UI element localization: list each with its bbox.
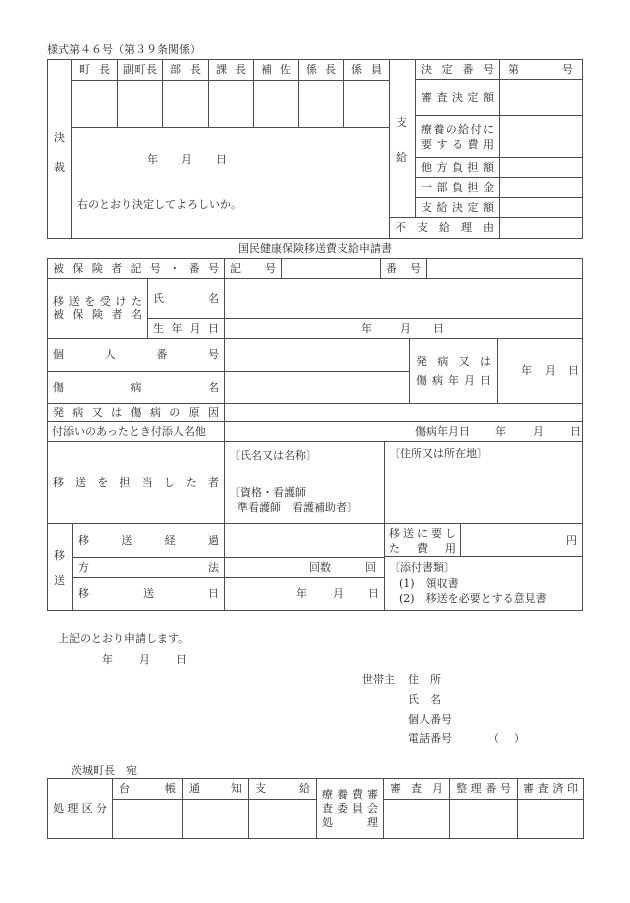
transport-section-label-cell (47, 523, 73, 611)
approval-label-cell (47, 59, 72, 239)
notice-field[interactable] (182, 799, 249, 839)
name-field[interactable] (224, 278, 583, 319)
birth-date-day: 日 (433, 322, 444, 335)
role-label: 部 長 (170, 63, 201, 76)
transporter-qualification-line1: 〔資格・看護師 (229, 486, 306, 499)
committee-label-line2: 査 委 員 会 (322, 802, 378, 815)
transport-process-label-cell (72, 523, 225, 558)
onset-date-label-line1: 発 病 又 は (416, 355, 491, 368)
non-payment-reason-field[interactable] (499, 217, 583, 239)
stamp-cell-section-chief[interactable] (208, 80, 254, 128)
attendant-field[interactable] (224, 421, 583, 442)
role-label: 補 佐 (261, 63, 291, 76)
declaration-date-year: 年 (102, 653, 113, 666)
role-header-mayor (71, 59, 118, 81)
transporter-label: 移 送 を 担 当 し た 者 (53, 475, 219, 489)
approval-confirm-text: 右のとおり決定してよろしいか。 (77, 198, 242, 211)
approval-date-year: 年 (147, 153, 158, 166)
birth-date-label: 生 年 月 日 (153, 321, 219, 335)
payment-label-top: 支 (396, 116, 407, 129)
attachments-cell (384, 556, 583, 611)
transport-cost-label-line2: た 費 用 (389, 542, 456, 555)
role-header-staff (343, 59, 390, 81)
notice-header-cell (182, 778, 249, 800)
transport-date-field[interactable] (224, 577, 385, 611)
ledger-header-cell (112, 778, 183, 800)
cause-field[interactable] (224, 403, 583, 422)
stamp-cell-deputy-mayor[interactable] (117, 80, 163, 128)
stamp-cell-director[interactable] (162, 80, 209, 128)
transporter-address-field[interactable] (384, 441, 583, 524)
other-burden-field[interactable] (499, 157, 583, 178)
form-number: 様式第４６号（第３９条関係） (47, 43, 201, 56)
transport-process-label: 移 送 経 過 (78, 533, 219, 547)
insured-symbol-number-label-cell (47, 258, 225, 279)
payment-field[interactable] (248, 799, 317, 839)
medical-cost-label-line1: 療 養 の 給 付 に (421, 123, 494, 136)
medical-cost-label-cell (415, 115, 500, 158)
householder-personal-number-label: 個人番号 (408, 713, 452, 726)
medical-cost-field[interactable] (499, 115, 583, 158)
role-label: 副 町 長 (123, 63, 157, 76)
householder-name-label: 氏 名 (408, 693, 441, 706)
stamp-cell-subsection-chief[interactable] (298, 80, 344, 128)
addressee-suffix: 宛 (126, 764, 137, 777)
notice-header: 通 知 (189, 782, 242, 795)
review-stamp-header: 審 査 済 印 (523, 782, 578, 795)
review-amount-label: 審 査 決 定 額 (421, 90, 494, 104)
processing-category-label: 処 理 区 分 (53, 801, 107, 815)
attachment-item: (2) 移送を必要とする意見書 (399, 592, 547, 605)
payment-amount-label-cell (415, 197, 500, 218)
transporter-name-field[interactable] (224, 441, 385, 524)
reference-number-header-cell (449, 778, 518, 800)
decision-number-prefix: 第 (508, 63, 519, 76)
role-header-director (162, 59, 209, 81)
transport-section-label-bottom: 送 (54, 574, 65, 587)
copay-field[interactable] (499, 177, 583, 198)
declaration-date-day: 日 (176, 653, 187, 666)
review-month-field[interactable] (383, 799, 450, 839)
decision-number-label: 決 定 番 号 (421, 62, 494, 76)
transported-person-label-cell (47, 278, 148, 339)
disease-name-field[interactable] (224, 371, 410, 404)
name-label-cell (147, 278, 225, 319)
birth-date-field[interactable] (224, 318, 583, 339)
medical-cost-label-line2: 要 す る 費 用 (421, 138, 494, 151)
injury-date-month: 月 (533, 425, 544, 438)
cause-label-cell (47, 403, 225, 422)
processing-category-label-cell (47, 778, 113, 839)
form-title: 国民健康保険移送費支給申請書 (238, 242, 392, 255)
payment-label-cell (389, 59, 416, 218)
onset-date-label-cell (409, 338, 498, 404)
payment-header-cell (248, 778, 317, 800)
method-label: 方 法 (78, 560, 219, 574)
non-payment-reason-label: 不 支 給 理 由 (395, 221, 494, 234)
copay-label-cell (415, 177, 500, 198)
birth-date-month: 月 (400, 322, 411, 335)
attendant-label: 付添いのあったとき付添人名他 (52, 425, 206, 438)
payment-amount-field[interactable] (499, 197, 583, 218)
reference-number-header: 整 理 番 号 (456, 782, 511, 795)
personal-number-label-cell (47, 338, 225, 372)
disease-name-label: 傷 病 名 (53, 380, 219, 394)
onset-date-year: 年 (521, 364, 532, 377)
birth-date-label-cell (147, 318, 225, 339)
transporter-address-hint: 〔住所又は所在地〕 (389, 447, 488, 460)
role-header-deputy-mayor (117, 59, 163, 81)
onset-date-field[interactable] (497, 338, 583, 404)
approval-decision-cell (71, 127, 390, 239)
attendant-label-cell (47, 421, 225, 442)
other-burden-label: 他 方 負 担 額 (421, 160, 494, 174)
reference-number-field[interactable] (449, 799, 518, 839)
payment-label-bottom: 給 (396, 151, 407, 164)
review-month-header-cell (383, 778, 450, 800)
onset-date-label-line2: 傷 病 年 月 日 (416, 374, 491, 387)
committee-label-line1: 療 養 費 審 (322, 788, 378, 801)
review-stamp-field[interactable] (517, 799, 584, 839)
approval-date-month: 月 (181, 153, 192, 166)
decision-number-suffix: 号 (562, 63, 573, 76)
count-label: 回数 (309, 561, 331, 574)
transport-date-day: 日 (368, 587, 379, 600)
decision-number-field[interactable] (499, 59, 583, 80)
insured-symbol-number-label: 被 保 険 者 記 号 ・ 番 号 (53, 261, 219, 275)
transport-date-label: 移 送 日 (78, 587, 219, 600)
personal-number-label: 個 人 番 号 (53, 348, 219, 361)
attachments-label: 〔添付書類〕 (389, 561, 455, 574)
approval-date-day: 日 (216, 153, 227, 166)
payment-header: 支 給 (255, 782, 310, 795)
transported-person-label-line2: 被 保 険 者 名 (53, 308, 142, 321)
role-header-assistant (253, 59, 299, 81)
transport-cost-field[interactable] (460, 523, 583, 557)
phone-paren-open: （ (488, 732, 499, 745)
addressee-name: 茨城町長 (71, 764, 115, 777)
disease-name-label-cell (47, 371, 225, 404)
householder-address-label: 住 所 (408, 673, 441, 686)
transported-person-label-line1: 移 送 を 受 け た (53, 295, 142, 308)
name-label: 氏 名 (153, 291, 219, 305)
declaration-text: 上記のとおり申請します。 (58, 632, 190, 645)
injury-date-year: 年 (495, 425, 506, 438)
transport-date-label-cell (72, 577, 225, 611)
symbol-label-cell (224, 258, 282, 279)
role-label: 町 長 (79, 63, 110, 76)
transport-process-field[interactable] (224, 523, 385, 558)
committee-label-line3: 処 理 (322, 816, 378, 829)
ledger-header: 台 帳 (119, 782, 176, 795)
review-stamp-header-cell (517, 778, 584, 800)
injury-date-label: 傷病年月日 (415, 425, 470, 438)
other-burden-label-cell (415, 157, 500, 178)
transport-cost-label-cell (384, 523, 461, 557)
number-field[interactable] (426, 258, 583, 279)
cause-label: 発 病 又 は 傷 病 の 原 因 (53, 405, 219, 419)
review-amount-label-cell (415, 79, 500, 116)
approval-label-top: 決 (54, 131, 65, 144)
role-header-subsection-chief (298, 59, 344, 81)
symbol-field[interactable] (281, 258, 381, 279)
attachment-item: (1) 領収書 (399, 577, 459, 590)
transporter-qualification-line2: 準看護師 看護補助者〕 (237, 501, 358, 514)
method-field[interactable] (224, 557, 385, 578)
transporter-name-hint: 〔氏名又は名称〕 (229, 449, 317, 462)
symbol-label: 記 号 (230, 261, 276, 275)
transport-section-label-top: 移 (54, 549, 65, 562)
injury-date-day: 日 (570, 425, 581, 438)
role-label: 課 長 (216, 63, 246, 76)
phone-paren-close: ） (514, 732, 525, 745)
transport-cost-label-line1: 移 送 に 要 し (389, 527, 456, 540)
approval-label-bottom: 裁 (54, 161, 65, 174)
method-label-cell (72, 557, 225, 578)
personal-number-field[interactable] (224, 338, 410, 372)
birth-date-year: 年 (361, 322, 372, 335)
stamp-cell-staff[interactable] (343, 80, 390, 128)
ledger-field[interactable] (112, 799, 183, 839)
yen-unit: 円 (566, 534, 577, 547)
count-unit: 回 (365, 561, 376, 574)
role-header-section-chief (208, 59, 254, 81)
review-month-header: 審 査 月 (390, 782, 443, 795)
householder-phone-label: 電話番号 (408, 732, 452, 745)
declaration-date-month: 月 (139, 653, 150, 666)
number-label-cell (380, 258, 427, 279)
transporter-label-cell (47, 441, 225, 524)
transport-date-month: 月 (333, 587, 344, 600)
copay-label: 一 部 負 担 金 (421, 180, 494, 194)
onset-date-day: 日 (568, 364, 579, 377)
onset-date-month: 月 (545, 364, 556, 377)
non-payment-reason-label-cell (389, 217, 500, 239)
householder-label: 世帯主 (362, 673, 395, 686)
stamp-cell-mayor[interactable] (71, 80, 118, 128)
number-label: 番 号 (386, 261, 421, 275)
role-label: 係 長 (306, 63, 336, 76)
decision-number-label-cell (415, 59, 500, 80)
role-label: 係 員 (351, 63, 382, 76)
committee-processing-cell (316, 778, 384, 839)
review-amount-field[interactable] (499, 79, 583, 116)
transport-date-year: 年 (296, 587, 307, 600)
payment-amount-label: 支 給 決 定 額 (421, 200, 494, 214)
stamp-cell-assistant[interactable] (253, 80, 299, 128)
